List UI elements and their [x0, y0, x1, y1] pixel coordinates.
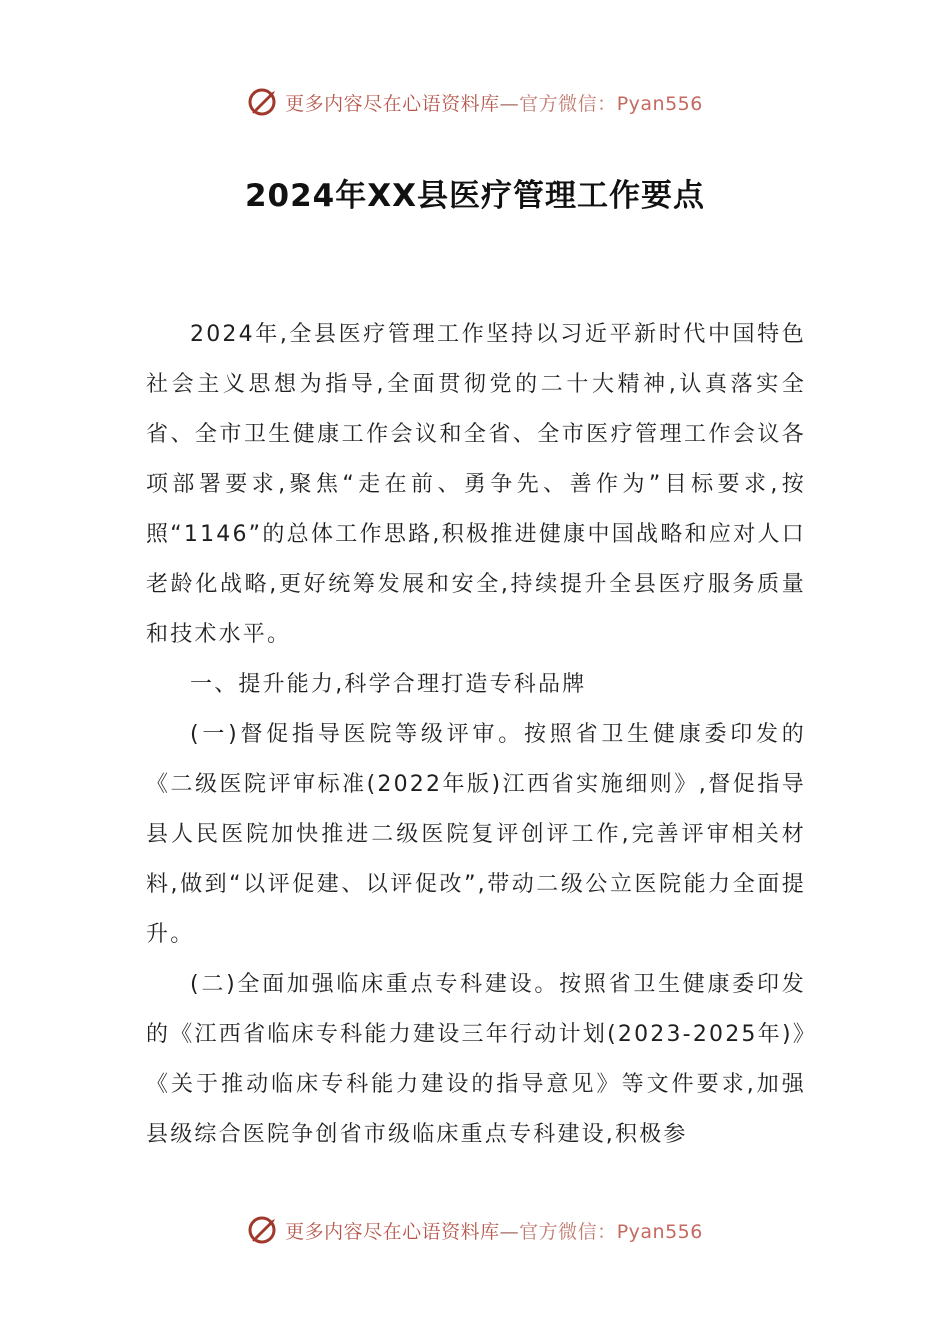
watermark-contact-label: 官方微信： [519, 92, 617, 115]
quill-logo-icon [247, 85, 281, 119]
subsection-paragraph-2: (二)全面加强临床重点专科建设。按照省卫生健康委印发的《江西省临床专科能力建设三年行动计划(2023-2025年)》《关于推动临床专科能力建设的指导意见》等文件要求,加强县级综合医院争创省市级临床重点专科建设,积极参 [146, 972, 806, 1147]
watermark-brand: 更多内容尽在心语资料库 [285, 92, 500, 115]
watermark-footer [0, 1208, 950, 1252]
intro-paragraph: 2024年,全县医疗管理工作坚持以习近平新时代中国特色社会主义思想为指导,全面贯彻党的二十大精神,认真落实全省、全市卫生健康工作会议和全省、全市医疗管理工作会议各项部署要求,聚焦“走在前、勇争先、善作为”目标要求,按照“1146”的总体工作思路,积极推进健康中国战略和应对人口老龄化战略,更好统筹发展和安全,持续提升全县医疗服务质量和技术水平。 [146, 322, 806, 647]
watermark-contact-id: Pyan556 [616, 92, 703, 115]
watermark-contact-label: 官方微信： [519, 1220, 617, 1243]
section-heading-1: 一、提升能力,科学合理打造专科品牌 [190, 672, 587, 697]
quill-logo-icon [247, 1213, 281, 1247]
watermark-contact-id: Pyan556 [616, 1220, 703, 1243]
watermark-brand: 更多内容尽在心语资料库 [285, 1220, 500, 1243]
watermark-header [0, 80, 950, 124]
subsection-paragraph-1: (一)督促指导医院等级评审。按照省卫生健康委印发的《二级医院评审标准(2022年版)江西省实施细则》,督促指导县人民医院加快推进二级医院复评创评工作,完善评审相关材料,做到“以评促建、以评促改”,带动二级公立医院能力全面提升。 [146, 722, 806, 947]
watermark-separator: — [499, 92, 520, 115]
watermark-separator: — [499, 1220, 520, 1243]
document-body [146, 310, 806, 1160]
document-title: 2024年XX县医疗管理工作要点 [244, 178, 706, 214]
